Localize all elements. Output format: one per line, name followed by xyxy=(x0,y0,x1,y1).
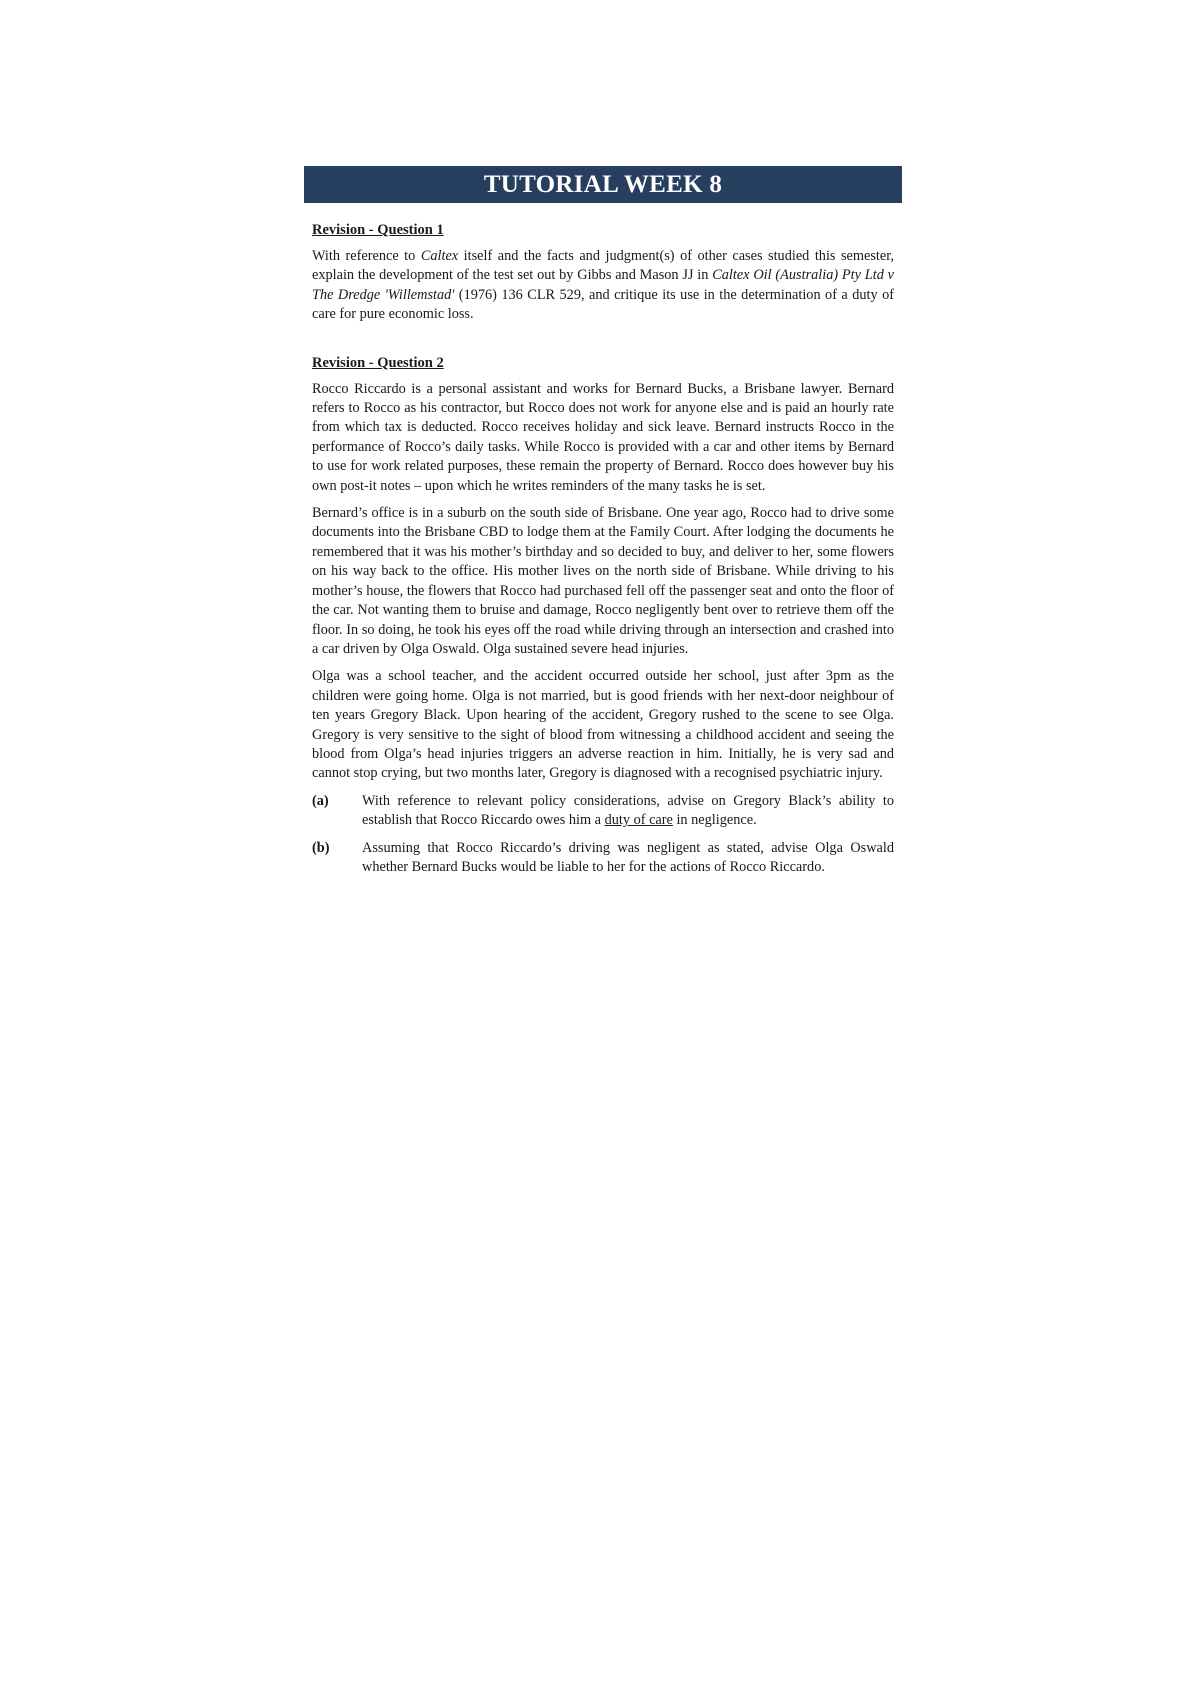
sub-question-a-text-1: With reference to relevant policy considerations, advise on Gregory Black’s ability to establish that Rocco Riccardo owes him a xyxy=(362,792,894,829)
q1-case-name-full: Caltex Oil (Australia) Pty Ltd v The Dredge 'Willemstad' xyxy=(312,267,894,303)
question-2-paragraph-3: Olga was a school teacher, and the accident occurred outside her school, just after 3pm as the children were going home. Olga is not married, but is good friends with her next-door neighbour of ten years Gregory Black. Upon hearing of the accident, Gregory rushed to the scene to see Olga. Gregory is very sensitive to the sight of blood from witnessing a childhood accident and seeing the blood from Olga’s head injuries triggers an adverse reaction in him. Initially, he is very sad and cannot stop crying, but two months later, Gregory is diagnosed with a recognised psychiatric injury. xyxy=(312,668,894,782)
question-2-heading: Revision - Question 2 xyxy=(312,354,444,371)
sub-question-b-label: (b) xyxy=(312,839,330,856)
sub-question-b xyxy=(312,839,894,878)
document-body xyxy=(304,222,902,877)
sub-question-a xyxy=(312,792,894,831)
q1-text-c: (1976) 136 CLR 529, and critique its use in the determination of a duty of care for pure economic loss. xyxy=(312,286,894,323)
title-banner xyxy=(304,166,902,203)
sub-question-a-text xyxy=(362,792,894,831)
document-page xyxy=(304,166,902,877)
q1-case-name-short: Caltex xyxy=(420,248,459,264)
duty-of-care-term: duty of care xyxy=(604,812,673,829)
question-2-paragraph-2: Bernard’s office is in a suburb on the south side of Brisbane. One year ago, Rocco had to drive some documents into the Brisbane CBD to lodge them at the Family Court. After lodging the documents he remembered that it was his mother’s birthday and so decided to buy, and deliver to her, some flowers on his way back to the office. His mother lives on the north side of Brisbane. While driving to his mother’s house, the flowers that Rocco had purchased fell off the passenger seat and onto the floor of the car. Not wanting them to bruise and damage, Rocco negligently bent over to retrieve them off the floor. In so doing, he took his eyes off the road while driving through an intersection and crashed into a car driven by Olga Oswald. Olga sustained severe head injuries. xyxy=(312,505,894,657)
question-1-heading: Revision - Question 1 xyxy=(312,222,444,238)
sub-question-a-label: (a) xyxy=(312,792,329,809)
sub-question-b-text: Assuming that Rocco Riccardo’s driving was negligent as stated, advise Olga Oswald whether Bernard Bucks would be liable to her for the actions of Rocco Riccardo. xyxy=(362,839,894,875)
question-2-paragraph-1: Rocco Riccardo is a personal assistant and works for Bernard Bucks, a Brisbane lawyer. Bernard refers to Rocco as his contractor, but Rocco does not work for anyone else and is paid an hourly rate from which tax is deducted. Rocco receives holiday and sick leave. Bernard instructs Rocco in the performance of Rocco’s daily tasks. While Rocco is provided with a car and other items by Bernard to use for work related purposes, these remain the property of Bernard. Rocco does however buy his own post-it notes – upon which he writes reminders of the many tasks he is set. xyxy=(312,380,894,494)
sub-question-a-text-2: in negligence. xyxy=(672,812,757,829)
document-title: TUTORIAL WEEK 8 xyxy=(483,171,723,198)
q1-text-a: With reference to xyxy=(312,248,421,264)
question-1-paragraph xyxy=(312,247,894,325)
q1-text-b: itself and the facts and judgment(s) of other cases studied this semester, explain the development of the test set out by Gibbs and Mason JJ in xyxy=(312,248,894,284)
